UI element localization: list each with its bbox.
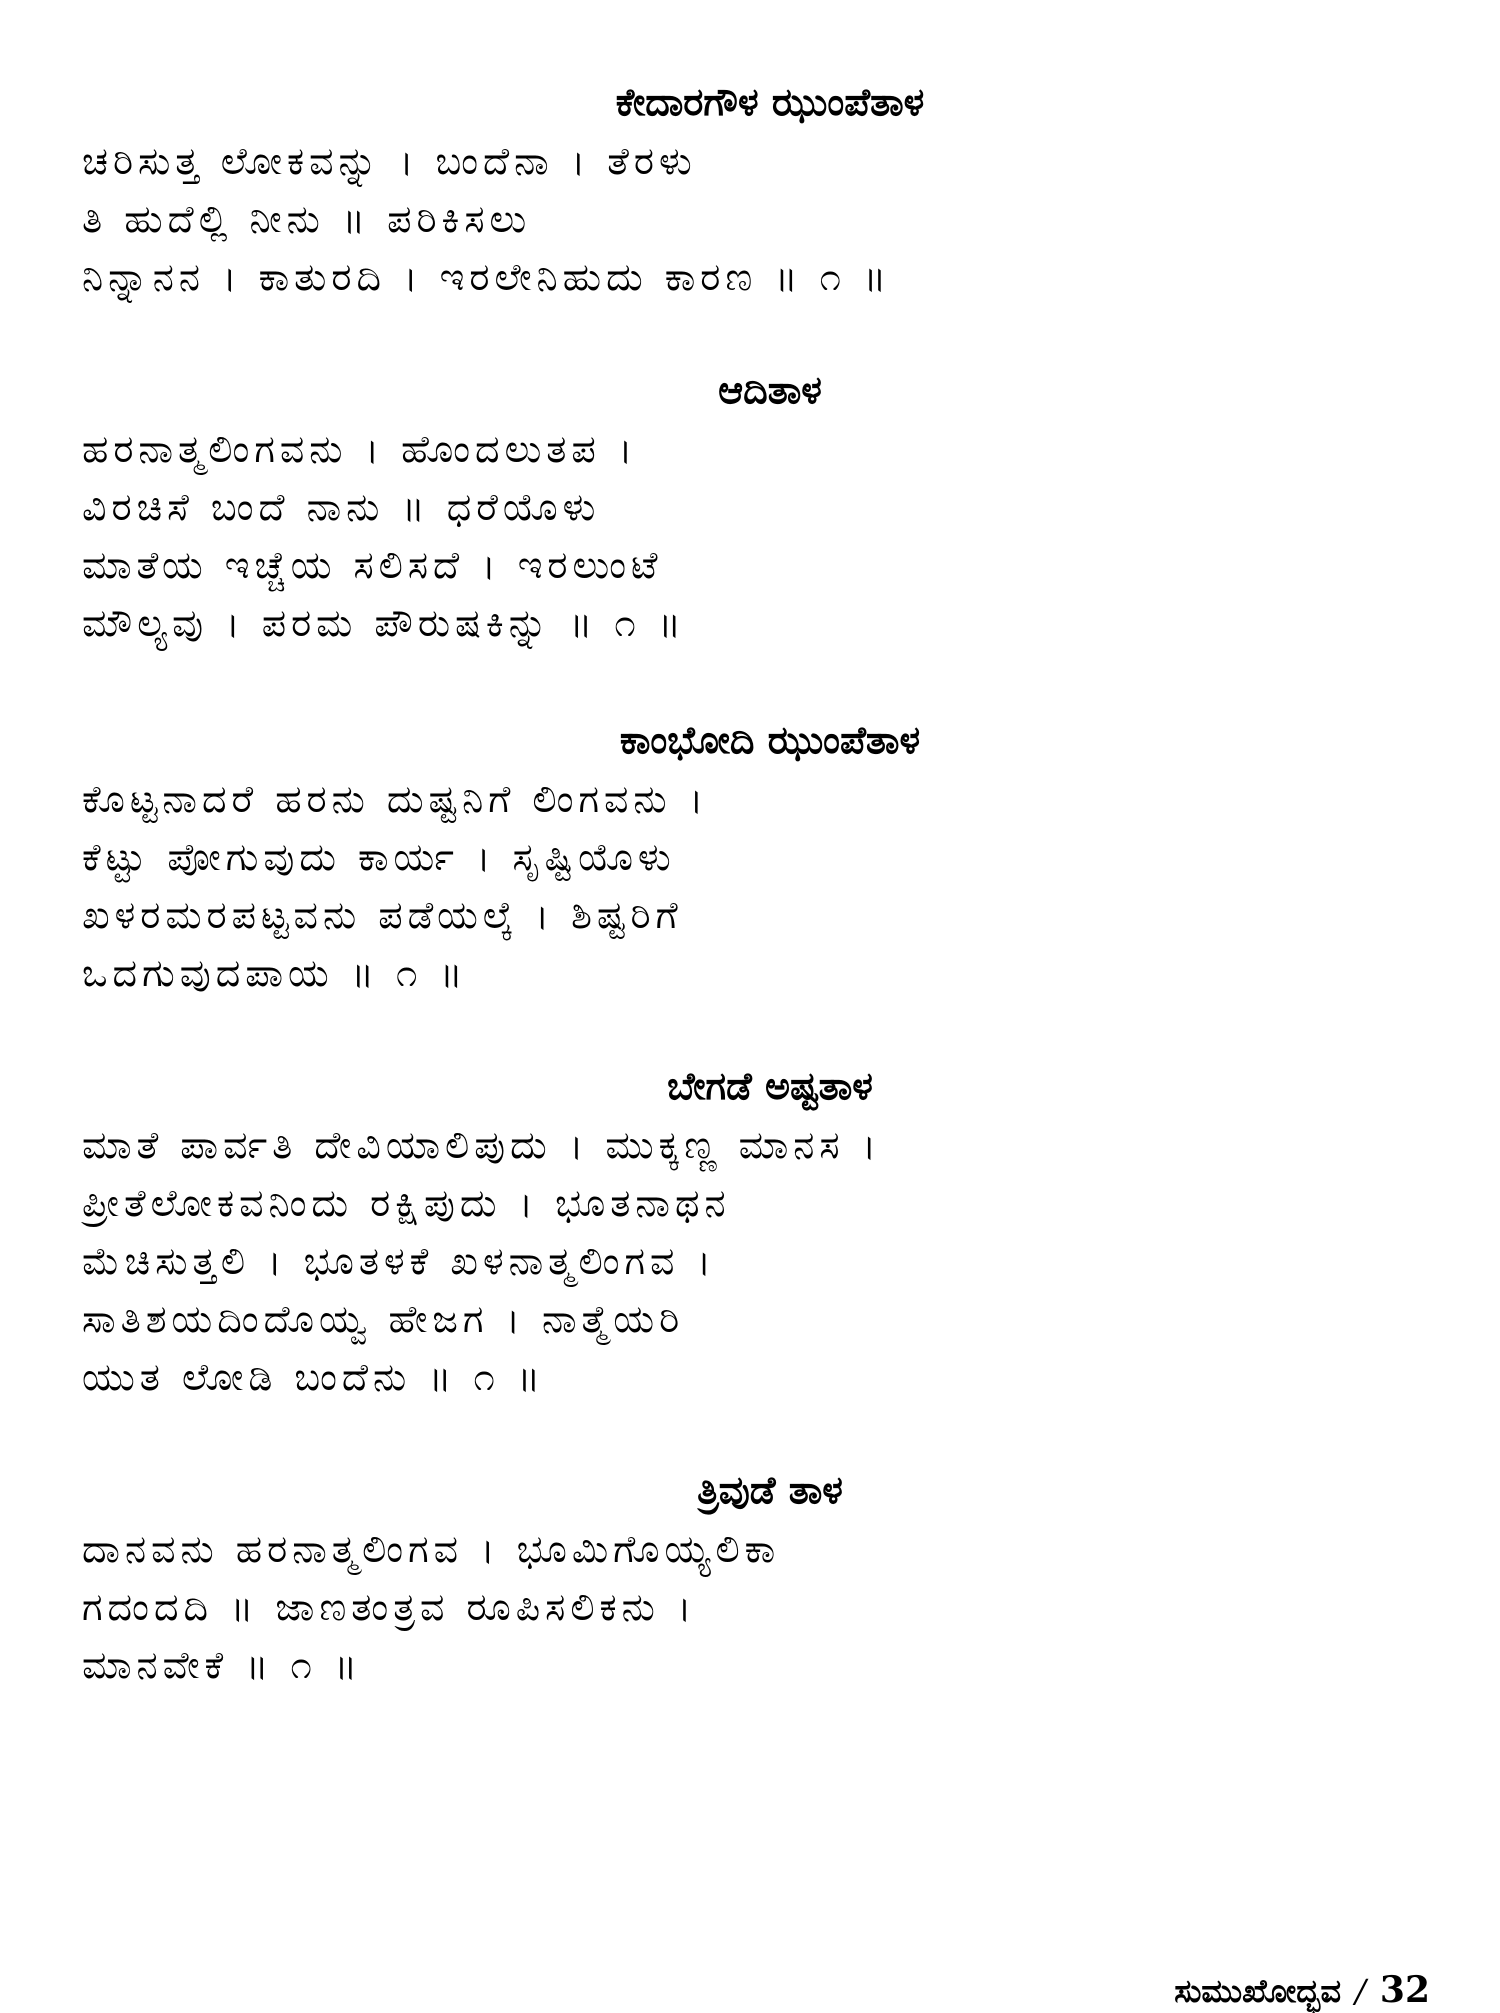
verse-line: ಚರಿಸುತ್ತ ಲೋಕವನ್ನು । ಬಂದೆನಾ । ತೆರಳು	[82, 139, 697, 183]
verse-line: ಕೊಟ್ಟನಾದರೆ ಹರನು ದುಷ್ಟನಿಗೆ ಲಿಂಗವನು ।	[82, 777, 709, 821]
verse-line: ಮಾತೆ ಪಾರ್ವತಿ ದೇವಿಯಾಲಿಪುದು । ಮುಕ್ಕಣ್ಣ ಮಾನಸ ।	[82, 1123, 882, 1167]
verse-line: ಮಾತೆಯ ಇಚ್ಚೆಯ ಸಲಿಸದೆ । ಇರಲುಂಟೆ	[82, 543, 663, 587]
verse-line: ಯುತ ಲೋಡಿ ಬಂದೆನು ॥ ೧ ॥	[82, 1355, 546, 1399]
verse-line: ತಿ ಹುದೆಲ್ಲಿ ನೀನು ॥ ಪರಿಕಿಸಲು	[82, 197, 532, 241]
song-section	[0, 72, 1500, 306]
verse-line: ಮಾನವೇಕೆ ॥ ೧ ॥	[82, 1643, 363, 1687]
verse-line: ಮೆಚಿಸುತ್ತಲಿ । ಭೂತಳಕೆ ಖಳನಾತ್ಮಲಿಂಗವ ।	[82, 1239, 716, 1283]
verse-line: ನಿನ್ನಾನನ । ಕಾತುರದಿ । ಇರಲೇನಿಹುದು ಕಾರಣ ॥ ೧ ॥	[82, 255, 892, 299]
section-title: ಕೇದಾರಗೌಳ ಝುಂಪೆತಾಳ	[615, 80, 925, 124]
verse-line: ಒದಗುವುದಪಾಯ ॥ ೧ ॥	[82, 951, 468, 995]
section-title: ಕಾಂಭೋದಿ ಝುಂಪೆತಾಳ	[619, 718, 921, 762]
verse-line: ಸಾತಿಶಯದಿಂದೊಯ್ವ ಹೇಜಗ । ನಾತ್ಮೆಯರಿ	[82, 1297, 685, 1341]
section-title: ಆದಿತಾಳ	[718, 368, 822, 412]
page-footer	[1174, 1968, 1430, 2013]
song-section	[0, 710, 1500, 1002]
verse-line: ಖಳರಮರಪಟ್ಟವನು ಪಡೆಯಲ್ಕೆ । ಶಿಷ್ಟರಿಗೆ	[82, 893, 683, 937]
verse-line: ಹರನಾತ್ಮಲಿಂಗವನು । ಹೊಂದಲುತಪ ।	[82, 427, 638, 471]
song-section	[0, 1460, 1500, 1694]
verse-line: ದಾನವನು ಹರನಾತ್ಮಲಿಂಗವ । ಭೂಮಿಗೊಯ್ಯಲಿಕಾ	[82, 1527, 781, 1571]
song-section	[0, 1056, 1500, 1406]
book-title: ಸುಮುಖೋದ್ಭವ	[1174, 1972, 1342, 2010]
verse-line: ಪ್ರೀತೆಲೋಕವನಿಂದು ರಕ್ಷಿಪುದು । ಭೂತನಾಥನ	[82, 1181, 731, 1225]
verse-line: ವಿರಚಿಸೆ ಬಂದೆ ನಾನು ॥ ಧರೆಯೊಳು	[82, 485, 601, 529]
verse-line: ಕೆಟ್ಟು ಪೋಗುವುದು ಕಾರ್ಯ । ಸೃಷ್ಟಿಯೊಳು	[82, 835, 676, 879]
verse-line: ಮೌಲ್ಯವು । ಪರಮ ಪೌರುಷಕಿನ್ನು ॥ ೧ ॥	[82, 601, 686, 645]
footer-separator: /	[1355, 1972, 1366, 2010]
section-title: ತ್ರಿವುಡೆ ತಾಳ	[697, 1468, 843, 1512]
page-number: 32	[1379, 1969, 1430, 2011]
song-section	[0, 360, 1500, 652]
section-title: ಬೇಗಡೆ ಅಷ್ಟತಾಳ	[667, 1064, 873, 1108]
verse-line: ಗದಂದದಿ ॥ ಜಾಣತಂತ್ರವ ರೂಪಿಸಲಿಕನು ।	[82, 1585, 697, 1629]
